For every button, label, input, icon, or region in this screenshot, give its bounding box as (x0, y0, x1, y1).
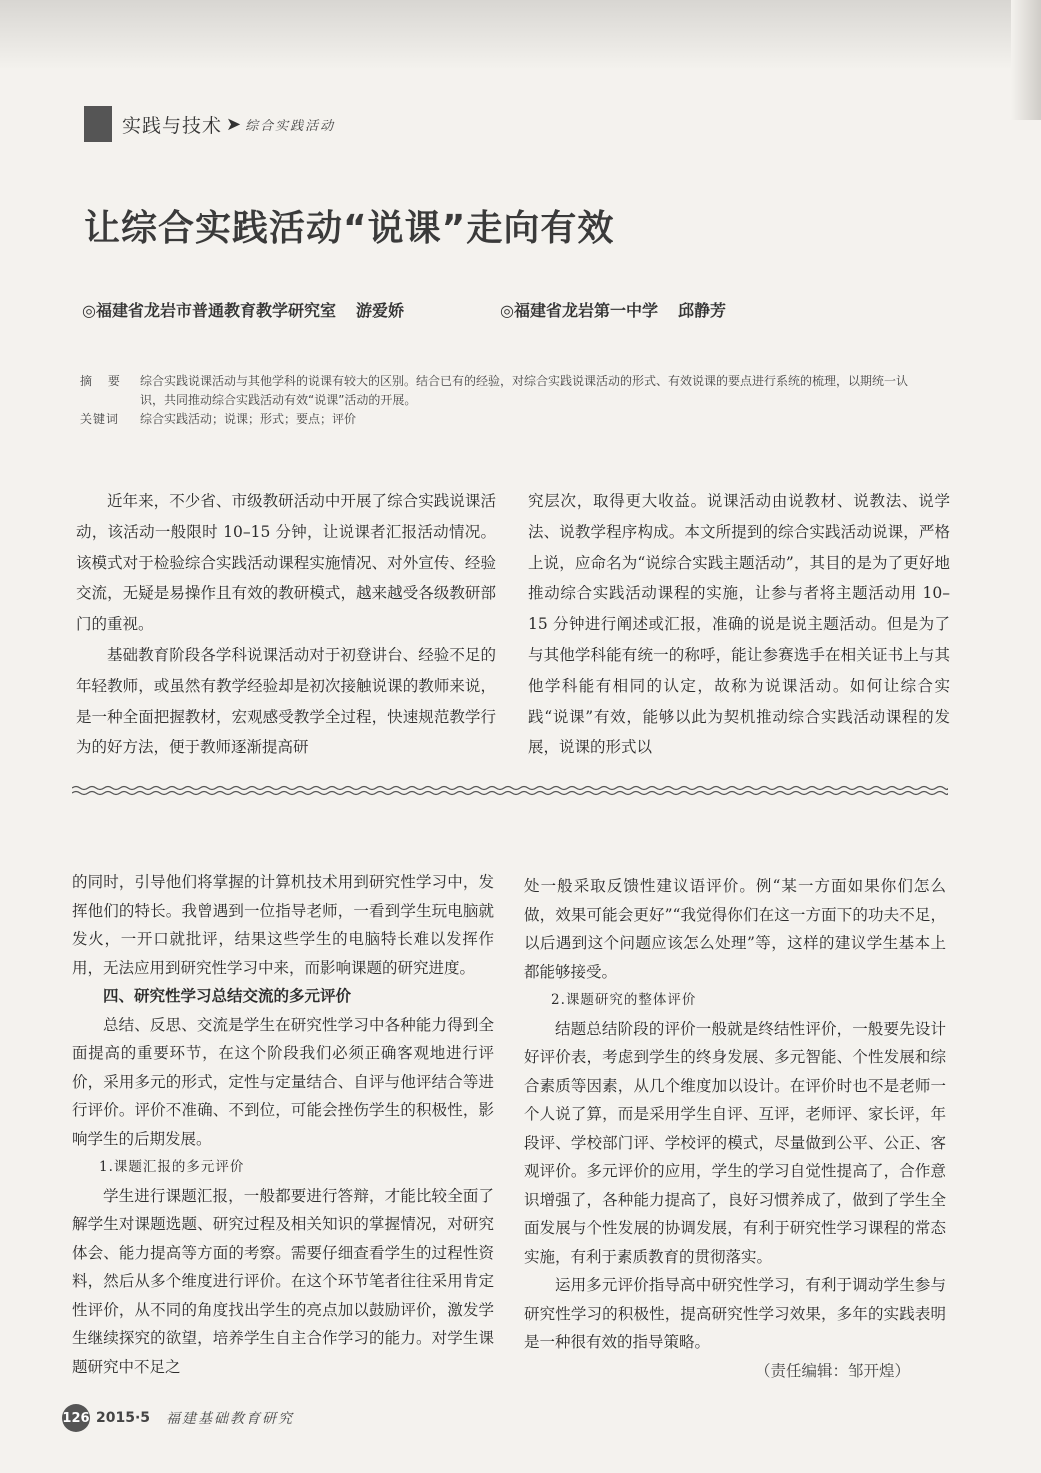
paragraph: 究层次，取得更大收益。说课活动由说教材、说教法、说学法、说教学程序构成。本文所提到的综合实践活动说课，严格上说，应命名为“说综合实践主题活动”，其目的是为了更好地推动综合实践活动课程的实施，让参与者将主题活动用 10–15 分钟进行阐述或汇报，准确的说是说主题活动。但是为了与其他学科能有统一的称呼，能让参赛选手在相关证书上与其他学科能有相同的认定，故称为说课活动。如何让综合实践“说课”有效，能够以此为契机推动综合实践活动课程的发展，说课的形式以 (528, 492, 950, 757)
subsection-heading: 2.课题研究的整体评价 (551, 992, 697, 1008)
author-1-name: 游爱娇 (355, 301, 404, 320)
paragraph: 结题总结阶段的评价一般就是终结性评价，一般要先设计好评价表，考虑到学生的终身发展、多元智能、个性发展和综合素质等因素，从几个维度加以设计。在评价时也不是老师一个人说了算，而是采用学生自评、互评，老师评、家长评，年段评、学校部门评、学校评的模式，尽量做到公平、公正、客观评价。多元评价的应用，学生的学习自觉性提高了，合作意识增强了，各种能力提高了，良好习惯养成了，做到了学生全面发展与个性发展的协调发展，有利于研究性学习课程的常态实施，有利于素质教育的贯彻落实。 (524, 1019, 946, 1266)
section-header (84, 104, 335, 144)
editor-credit: （责任编辑：邹开煌） (754, 1361, 910, 1380)
section-marker-block (84, 106, 112, 142)
abstract-section (80, 372, 920, 429)
paragraph: 基础教育阶段各学科说课活动对于初登讲台、经验不足的年轻教师，或虽然有教学经验却是初次接触说课的教师来说，是一种全面把握教材，宏观感受教学全过程，快速规范教学行为的好方法，便于教师逐渐提高研 (76, 645, 496, 757)
paragraph: 学生进行课题汇报，一般都要进行答辩，才能比较全面了解学生对课题选题、研究过程及相关知识的掌握情况，对研究体会、能力提高等方面的考察。需要仔细查看学生的过程性资料，然后从多个维度进行评价。在这个环节笔者往往采用肯定性评价，从不同的角度找出学生的亮点加以鼓励评价，激发学生继续探究的欲望，培养学生自主合作学习的能力。对学生课题研究中不足之 (72, 1186, 494, 1376)
paragraph: 近年来，不少省、市级教研活动中开展了综合实践说课活动，该活动一般限时 10–15 分钟，让说课者汇报活动情况。该模式对于检验综合实践活动课程实施情况、对外宣传、经验交流，无疑是易操作且有效的教研模式，越来越受各级教研部门的重视。 (76, 492, 496, 634)
body-column-bottom-right (524, 872, 946, 1385)
keywords-text: 综合实践活动；说课；形式；要点；评价 (140, 412, 357, 426)
author-2 (500, 298, 726, 321)
paragraph: 处一般采取反馈性建议语评价。例“某一方面如果你们怎么做，效果可能会更好”“我觉得你们在这一方面下的功夫不足，以后遇到这个问题应该怎么处理”等，这样的建议学生基本上都能够接受。 (524, 877, 946, 981)
author-1-affiliation: ◎福建省龙岩市普通教育教学研究室 (82, 301, 336, 320)
body-column-top-left (76, 486, 496, 763)
body-column-bottom-left (72, 868, 494, 1381)
wavy-divider (72, 784, 948, 798)
section-heading: 四、研究性学习总结交流的多元评价 (103, 987, 352, 1005)
scan-shadow-right (1011, 0, 1041, 120)
page-number: 126 (62, 1404, 90, 1432)
author-2-name: 邱静芳 (677, 301, 726, 320)
body-column-top-right (528, 486, 950, 763)
section-arrow-icon: ➤ (226, 113, 242, 135)
article-title: 让综合实践活动“说课”走向有效 (84, 208, 615, 249)
abstract-text: 综合实践说课活动与其他学科的说课有较大的区别。结合已有的经验，对综合实践说课活动的形式、有效说课的要点进行系统的梳理，以期统一认识，共同推动综合实践活动有效“说课”活动的开展。 (140, 374, 909, 407)
paragraph: 总结、反思、交流是学生在研究性学习中各种能力得到全面提高的重要环节，在这个阶段我们必须正确客观地进行评价，采用多元的形式，定性与定量结合、自评与他评结合等进行评价。评价不准确、不到位，可能会挫伤学生的积极性，影响学生的后期发展。 (72, 1015, 494, 1148)
journal-name: 福建基础教育研究 (166, 1411, 295, 1427)
abstract-row (80, 372, 920, 410)
author-1 (82, 298, 404, 321)
subsection-heading: 1.课题汇报的多元评价 (99, 1159, 245, 1175)
keywords-label: 关键词 (80, 412, 120, 426)
paragraph: 的同时，引导他们将掌握的计算机技术用到研究性学习中，发挥他们的特长。我曾遇到一位指导老师，一看到学生玩电脑就发火，一开口就批评，结果这些学生的电脑特长难以发挥作用，无法应用到研究性学习中来，而影响课题的研究进度。 (72, 873, 494, 977)
abstract-label: 摘 要 (80, 374, 126, 388)
page-footer (62, 1404, 294, 1432)
author-2-affiliation: ◎福建省龙岩第一中学 (500, 301, 658, 320)
paragraph: 运用多元评价指导高中研究性学习，有利于调动学生参与研究性学习的积极性，提高研究性学习效果，多年的实践表明是一种很有效的指导策略。 (524, 1276, 946, 1351)
scan-shadow-top (0, 0, 1041, 70)
keywords-row (80, 410, 920, 429)
section-name: 实践与技术 (122, 114, 223, 137)
subsection-name: 综合实践活动 (245, 118, 336, 134)
issue-label: 2015·5 (96, 1410, 151, 1426)
